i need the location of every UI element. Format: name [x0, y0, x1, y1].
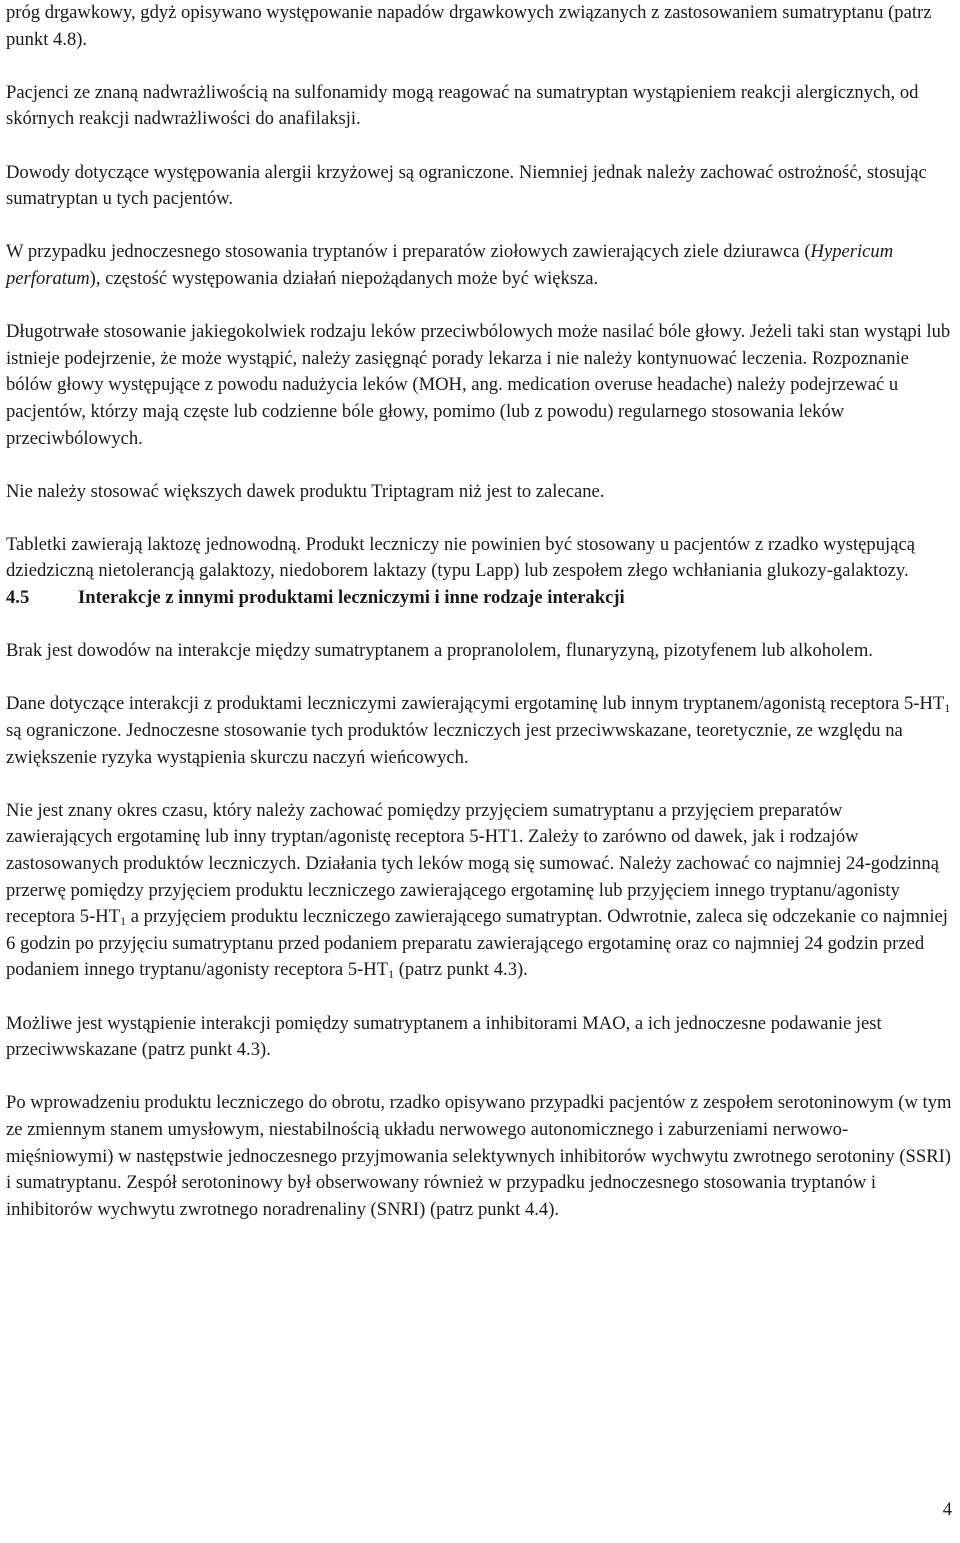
text-fragment: są ograniczone. Jednoczesne stosowanie tych produktów leczniczych jest przeciwwskazane, teoretycznie, ze względu na zwiększenie ryzyka wystąpienia skurczu naczyń wieńcowych. [6, 720, 903, 768]
paragraph-ergotamine-interval [6, 798, 952, 984]
subscript: 1 [944, 701, 951, 716]
subscript: 1 [388, 967, 395, 982]
section-number: 4.5 [6, 587, 30, 609]
text-fragment: Dane dotyczące interakcji z produktami leczniczymi zawierającymi ergotaminę lub innym tryptanem/agonistą receptora 5-HT [6, 693, 945, 715]
paragraph-medication-overuse-headache: Długotrwałe stosowanie jakiegokolwiek rodzaju leków przeciwbólowych może nasilać bóle głowy. Jeżeli taki stan wystąpi lub istnieje podejrzenie, że może wystąpić, należy zasięgnąć porady lekarza i nie należy kontynuować leczenia. Rozpoznanie bólów głowy występujące z powodu nadużycia leków (MOH, ang. medication overuse headache) należy podejrzewać u pacjentów, którzy mają częste lub codzienne bóle głowy, pomimo (lub z powodu) regularnego stosowania leków przeciwbólowych. [6, 321, 951, 449]
paragraph-lactose: Tabletki zawierają laktozę jednowodną. Produkt leczniczy nie powinien być stosowany u pacjentów z rzadko występującą dziedziczną nietolerancją galaktozy, niedoborem laktazy (typu Lapp) lub zespołem złego wchłaniania glukozy-galaktozy. [6, 533, 915, 582]
latin-plant-name: Hypericum perforatum [6, 241, 894, 289]
text-fragment: (patrz punkt 4.3). [394, 959, 528, 981]
text-fragment: W przypadku jednoczesnego stosowania tryptanów i preparatów ziołowych zawierających ziele dziurawca ( [6, 241, 811, 263]
text-fragment: ), częstość występowania działań niepożądanych może być większa. [89, 267, 599, 289]
subscript: 1 [120, 914, 127, 929]
paragraph-serotonin-syndrome: Po wprowadzeniu produktu leczniczego do obrotu, rzadko opisywano przypadki pacjentów z zespołem serotoninowym (w tym ze zmiennym stanem umysłowym, niestabilnością układu nerwowego autonomicznego i zaburzeniami nerwowo-mięśniowymi) w następstwie jednoczesnego przyjmowania selektywnych inhibitorów wychwytu zwrotnego serotoniny (SSRI) i sumatryptanu. Zespół serotoninowy był obserwowany również w przypadku jednoczesnego stosowania tryptanów i inhibitorów wychwytu zwrotnego noradrenaliny (SNRI) (patrz punkt 4.4). [6, 1092, 952, 1220]
paragraph-no-interaction-evidence: Brak jest dowodów na interakcje między sumatryptanem a propranololem, flunaryzyną, pizotyfenem lub alkoholem. [6, 640, 873, 662]
paragraph-sulfonamide-hypersensitivity: Pacjenci ze znaną nadwrażliwością na sulfonamidy mogą reagować na sumatryptan wystąpieniem reakcji alergicznych, od skórnych reakcji nadwrażliwości do anafilaksji. [6, 81, 919, 130]
page-number: 4 [942, 1499, 952, 1520]
paragraph-mao-inhibitors: Możliwe jest wystąpienie interakcji pomiędzy sumatryptanem a inhibitorami MAO, a ich jednoczesne podawanie jest przeciwwskazane (patrz punkt 4.3). [6, 1012, 882, 1061]
paragraph-seizure-threshold: próg drgawkowy, gdyż opisywano występowanie napadów drgawkowych związanych z zastosowaniem sumatryptanu (patrz punkt 4.8). [6, 2, 932, 50]
paragraph-st-johns-wort [6, 239, 952, 292]
paragraph-cross-allergy: Dowody dotyczące występowania alergii krzyżowej są ograniczone. Niemniej jednak należy zachować ostrożność, stosując sumatryptan u tych pacjentów. [6, 161, 927, 210]
paragraph-dose-warning: Nie należy stosować większych dawek produktu Triptagram niż jest to zalecane. [6, 480, 605, 502]
text-fragment: a przyjęciem produktu leczniczego zawierającego sumatryptan. Odwrotnie, zaleca się odczekanie co najmniej 6 godzin po przyjęciu sumatryptanu przed podaniem preparatu zawierającego ergotaminę oraz co najmniej 24 godzin przed podaniem innego tryptanu/agonisty receptora 5-HT [6, 906, 948, 981]
section-title: Interakcje z innymi produktami leczniczymi i inne rodzaje interakcji [78, 587, 625, 609]
text-fragment: Nie jest znany okres czasu, który należy zachować pomiędzy przyjęciem sumatryptanu a przyjęciem preparatów zawierających ergotaminę lub inny tryptan/agonistę receptora 5-HT1. Zależy to zarówno od dawek, jak i rodzajów zastosowanych produktów leczniczych. Działania tych leków mogą się sumować. Należy zachować co najmniej 24-godzinną przerwę pomiędzy przyjęciem produktu leczniczego zawierającego ergotaminę lub przyjęciem innego tryptanu/agonisty receptora 5-HT [6, 799, 939, 928]
document-page [6, 0, 952, 1223]
paragraph-ergotamine-data [6, 691, 952, 771]
section-heading [6, 585, 952, 612]
